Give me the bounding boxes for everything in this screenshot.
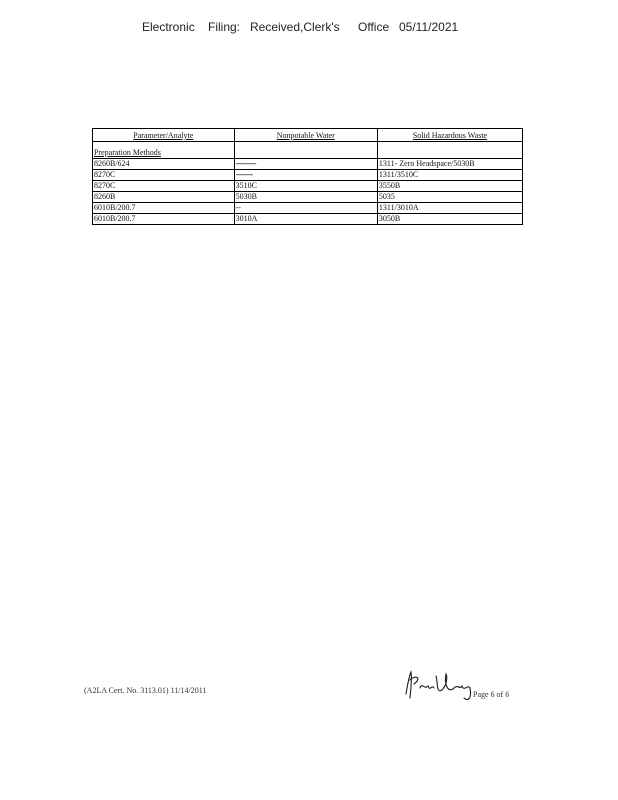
table-row bbox=[93, 159, 523, 170]
table-row bbox=[93, 192, 523, 203]
col-header-nonpotable-water: Nonpotable Water bbox=[234, 129, 377, 142]
header-filing-date: 05/11/2021 bbox=[399, 20, 459, 34]
header-word-received-clerks: Received,Clerk's bbox=[250, 20, 340, 34]
header-word-electronic: Electronic bbox=[142, 20, 195, 34]
table-row bbox=[93, 203, 523, 214]
cell-parameter: 8270C bbox=[93, 181, 235, 192]
cell-nonpotable: ---------- bbox=[234, 170, 377, 181]
cell-solid: 5035 bbox=[377, 192, 522, 203]
col-header-parameter: Parameter/Analyte bbox=[93, 129, 235, 142]
table-row bbox=[93, 181, 523, 192]
cell-solid: 1311/3510C bbox=[377, 170, 522, 181]
cell-parameter: 8260B bbox=[93, 192, 235, 203]
table-header-row bbox=[93, 129, 523, 142]
page-number: Page 6 of 6 bbox=[473, 690, 510, 699]
cell-nonpotable: 5030B bbox=[234, 192, 377, 203]
cell-parameter: 8270C bbox=[93, 170, 235, 181]
section-label: Preparation Methods bbox=[94, 148, 161, 157]
cell-solid: 3050B bbox=[377, 214, 522, 225]
cell-parameter: 6010B/200.7 bbox=[93, 203, 235, 214]
cell-nonpotable: 3510C bbox=[234, 181, 377, 192]
table-row bbox=[93, 214, 523, 225]
cell-parameter: 6010B/200.7 bbox=[93, 214, 235, 225]
table-row bbox=[93, 170, 523, 181]
certification-footer: (A2LA Cert. No. 3113.01) 11/14/2011 bbox=[84, 686, 207, 695]
cell-solid: 1311- Zero Headspace/5030B bbox=[377, 159, 522, 170]
cell-parameter: 8260B/624 bbox=[93, 159, 235, 170]
cell-solid: 3550B bbox=[377, 181, 522, 192]
header-word-filing: Filing: bbox=[208, 20, 241, 34]
section-row bbox=[93, 142, 523, 159]
col-header-solid-hazardous-waste: Solid Hazardous Waste bbox=[377, 129, 522, 142]
header-word-office: Office bbox=[358, 20, 390, 34]
cell-nonpotable: ------------ bbox=[234, 159, 377, 170]
cell-solid: 1311/3010A bbox=[377, 203, 522, 214]
cell-nonpotable: -- bbox=[234, 203, 377, 214]
methods-table bbox=[92, 128, 523, 225]
cell-nonpotable: 3010A bbox=[234, 214, 377, 225]
